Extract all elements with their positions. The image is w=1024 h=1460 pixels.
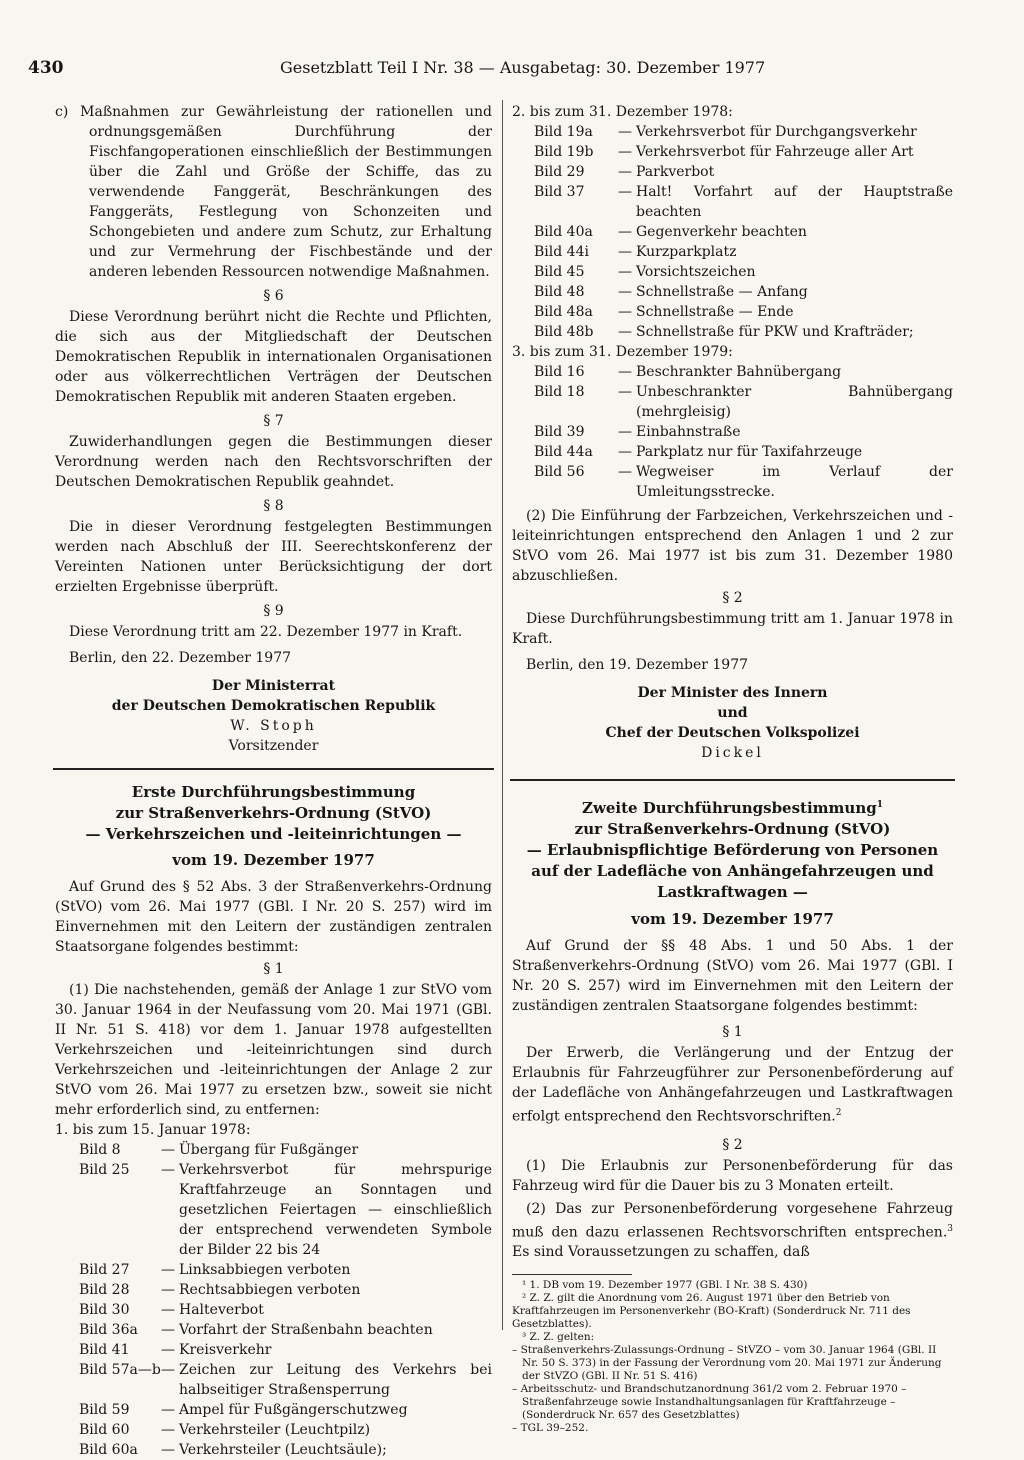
list-1-heading: 1. bis zum 15. Januar 1978: <box>55 1122 251 1138</box>
list-item <box>55 1320 492 1340</box>
sign-number: Bild 45 <box>534 264 585 280</box>
section-1-heading: § 1 <box>263 961 284 977</box>
dash: — <box>161 1402 175 1418</box>
sign-description: Parkplatz nur für Taxifahrzeuge <box>636 444 863 460</box>
sign-description: Ampel für Fußgängerschutzweg <box>179 1402 408 1418</box>
section-1-text <box>512 1043 953 1127</box>
sign-description: Kreisverkehr <box>179 1342 272 1358</box>
dash: — <box>161 1142 175 1158</box>
dash: — <box>618 444 632 460</box>
signature-line-3: Chef der Deutschen Volkspolizei <box>605 725 860 741</box>
dash: — <box>161 1262 175 1278</box>
footnote-2: ² Z. Z. gilt die Anordnung vom 26. August 1971 über den Betrieb von Kraftfahrzeugen im Personenverkehr (BO-Kraft) (Sonderdruck Nr. 711 des Gesetzblattes). <box>512 1292 911 1331</box>
signatory-name: W. Stoph <box>230 718 317 734</box>
place-date: Berlin, den 19. Dezember 1977 <box>526 657 749 673</box>
sign-description: Verkehrsteiler (Leuchtsäule); <box>179 1442 387 1458</box>
sign-number: Bild 44i <box>534 244 589 260</box>
dash: — <box>161 1442 175 1458</box>
list-item <box>512 282 953 302</box>
dash: — <box>161 1282 175 1298</box>
list-item <box>55 1400 492 1420</box>
list-item <box>512 422 953 442</box>
sign-description: Verkehrsverbot für Fahrzeuge aller Art <box>636 144 914 160</box>
right-column <box>512 102 953 1435</box>
sign-number: Bild 30 <box>79 1302 130 1318</box>
sign-description: Schnellstraße — Anfang <box>636 284 808 300</box>
regulation-date: vom 19. Dezember 1977 <box>172 851 375 869</box>
sign-list-1 <box>55 1140 492 1460</box>
list-item <box>512 182 953 222</box>
sign-number: Bild 29 <box>534 164 585 180</box>
section-9-heading: § 9 <box>263 603 284 619</box>
sign-description: Einbahnstraße <box>636 424 741 440</box>
sign-description: Unbeschrankter Bahnübergang (mehrgleisig) <box>636 384 953 420</box>
signatory-title: Vorsitzender <box>228 738 319 754</box>
sign-number: Bild 36a <box>79 1322 138 1338</box>
signature-line-1: Der Ministerrat <box>211 678 336 694</box>
list-item <box>512 382 953 422</box>
sign-description: Verkehrsverbot für Durchgangsverkehr <box>636 124 917 140</box>
dash: — <box>161 1162 175 1178</box>
section-8-heading: § 8 <box>263 498 284 514</box>
sign-number: Bild 16 <box>534 364 585 380</box>
sign-number: Bild 19a <box>534 124 593 140</box>
dash: — <box>618 424 632 440</box>
sign-description: Schnellstraße für PKW und Krafträder; <box>636 324 914 340</box>
section-2-heading: § 2 <box>722 590 743 606</box>
sign-number: Bild 57a—b <box>79 1362 161 1378</box>
section-9-text: Diese Verordnung tritt am 22. Dezember 1977 in Kraft. <box>69 624 463 640</box>
regulation-title-1 <box>512 795 953 819</box>
section-2-paragraph-1: (1) Die Erlaubnis zur Personenbeförderung für das Fahrzeug wird für die Dauer bis zu 3 Monaten erteilt. <box>512 1157 953 1194</box>
signature-line-2: der Deutschen Demokratischen Republik <box>111 698 436 714</box>
sign-description: Wegweiser im Verlauf der Umleitungsstrecke. <box>636 464 953 500</box>
list-item <box>55 1260 492 1280</box>
section-1-heading: § 1 <box>722 1024 743 1040</box>
list-item <box>55 1420 492 1440</box>
sign-list-2 <box>512 122 953 342</box>
dash: — <box>618 384 632 400</box>
footnote-3: ³ Z. Z. gelten: <box>522 1331 595 1344</box>
section-1-paragraph-1: (1) Die nachstehenden, gemäß der Anlage 1 zur StVO vom 30. Januar 1964 in der Neufassung vom 20. Mai 1971 (GBl. II Nr. 51 S. 418) vor dem 1. Januar 1978 aufgestellten Verkehrszeichen und -leiteinrichtungen sind durch Verkehrszeichen und -leiteinrichtungen der Anlage 2 zur StVO vom 26. Mai 1977 zu ersetzen bzw., soweit sie nicht mehr erforderlich sind, zu entfernen: <box>55 982 492 1118</box>
dash: — <box>618 184 632 200</box>
list-item <box>512 222 953 242</box>
sign-number: Bild 48 <box>534 284 585 300</box>
section-6-text: Diese Verordnung berührt nicht die Rechte und Pflichten, die sich aus der Mitgliedschaft der Deutschen Demokratischen Republik in internationalen Organisationen oder aus völkerrechtlichen Verträgen der Deutschen Demokratischen Republik mit anderen Staaten ergeben. <box>55 309 492 405</box>
dash: — <box>618 124 632 140</box>
footnote-3b: – Arbeitsschutz- und Brandschutzanordnung 361/2 vom 2. Februar 1970 – Straßenfahrzeuge sowie Instandhaltungsanlagen für Kraftfahrzeuge – (Sonderdruck Nr. 657 des Gesetzblattes) <box>512 1383 907 1422</box>
dash: — <box>618 284 632 300</box>
list-item <box>512 442 953 462</box>
section-2-heading: § 2 <box>722 1136 743 1153</box>
footnote-1: ¹ 1. DB vom 19. Dezember 1977 (GBl. I Nr. 38 S. 430) <box>522 1279 808 1292</box>
footnote-ref: 3 <box>947 1223 953 1234</box>
dash: — <box>161 1362 175 1378</box>
sign-list-3 <box>512 362 953 502</box>
dash: — <box>618 324 632 340</box>
section-rule <box>510 779 955 781</box>
sign-number: Bild 59 <box>79 1402 130 1418</box>
sign-number: Bild 44a <box>534 444 593 460</box>
dash: — <box>618 224 632 240</box>
sign-number: Bild 41 <box>79 1342 130 1358</box>
place-date: Berlin, den 22. Dezember 1977 <box>69 650 292 666</box>
sign-description: Parkverbot <box>636 164 715 180</box>
sign-number: Bild 40a <box>534 224 593 240</box>
sign-description: Rechtsabbiegen verboten <box>179 1282 361 1298</box>
signature-line-1: Der Minister des Innern <box>637 685 828 701</box>
regulation-subject: — Verkehrszeichen und -leiteinrichtungen — <box>85 825 462 843</box>
sign-description: Linksabbiegen verboten <box>179 1262 351 1278</box>
list-item <box>55 1340 492 1360</box>
sign-description: Zeichen zur Leitung des Verkehrs bei halbseitiger Straßensperrung <box>179 1362 492 1398</box>
list-item <box>512 322 953 342</box>
sign-description: Vorfahrt der Straßenbahn beachten <box>179 1322 433 1338</box>
section-rule <box>53 768 494 770</box>
sign-description: Gegenverkehr beachten <box>636 224 807 240</box>
sign-description: Halteverbot <box>179 1302 264 1318</box>
regulation-intro: Auf Grund des § 52 Abs. 3 der Straßenverkehrs-Ordnung (StVO) vom 26. Mai 1977 (GBl. I Nr. 20 S. 257) wird im Einvernehmen mit den Leitern der zuständigen zentralen Staatsorgane folgendes bestimmt: <box>55 879 492 955</box>
list-item <box>512 362 953 382</box>
section-2-text: Diese Durchführungsbestimmung tritt am 1. Januar 1978 in Kraft. <box>512 611 953 647</box>
sign-number: Bild 60 <box>79 1422 130 1438</box>
signature-line-2: und <box>717 705 748 721</box>
dash: — <box>161 1342 175 1358</box>
sign-number: Bild 19b <box>534 144 594 160</box>
section-6-heading: § 6 <box>263 288 284 304</box>
regulation-heading <box>55 782 492 871</box>
section-7-heading: § 7 <box>263 413 284 429</box>
list-item <box>512 142 953 162</box>
dash: — <box>618 304 632 320</box>
item-c: c) Maßnahmen zur Gewährleistung der rationellen und ordnungsgemäßen Durchführung der Fischfangoperationen einschließlich der Bestimmungen über die Zahl und Größe der Schiffe, das zu verwendende Fanggerät, Beschränkungen des Fanggeräts, Festlegung von Schonzeiten und Schongebieten und andere zum Schutz, zur Erhaltung und zur Vermehrung der Fischbestände und der anderen lebenden Ressourcen notwendige Maßnahmen. <box>55 104 492 280</box>
sign-description: Verkehrsteiler (Leuchtpilz) <box>179 1422 371 1438</box>
list-item <box>55 1300 492 1320</box>
signature-block <box>55 676 492 756</box>
dash: — <box>618 264 632 280</box>
column-divider <box>502 100 503 1330</box>
regulation-title-2: zur Straßenverkehrs-Ordnung (StVO) <box>574 820 891 838</box>
regulation-heading <box>512 795 953 930</box>
list-item <box>512 262 953 282</box>
sign-number: Bild 18 <box>534 384 585 400</box>
regulation-date: vom 19. Dezember 1977 <box>631 910 834 928</box>
sign-number: Bild 56 <box>534 464 585 480</box>
paragraph-2-end: Es sind Voraussetzungen zu schaffen, daß <box>512 1244 810 1261</box>
paragraph-2-body: (2) Das zur Personenbeförderung vorgesehene Fahrzeug muß den dazu erlassenen Rechtsvorschriften entsprechen. <box>512 1200 953 1241</box>
signature-block <box>512 683 953 763</box>
sign-description: Kurzparkplatz <box>636 244 737 260</box>
sign-number: Bild 48a <box>534 304 593 320</box>
signatory-name: Dickel <box>701 745 764 761</box>
list-item <box>55 1160 492 1260</box>
running-title: Gesetzblatt Teil I Nr. 38 — Ausgabetag: 30. Dezember 1977 <box>280 58 766 77</box>
page-header <box>28 58 766 86</box>
section-1-body: Der Erwerb, die Verlängerung und der Entzug der Erlaubnis für Fahrzeugführer zur Personenbeförderung auf der Ladefläche von Anhängefahrzeugen und Lastkraftwagen erfolgt entsprechend den Rechtsvorschriften. <box>512 1045 953 1125</box>
sign-description: Beschrankter Bahnübergang <box>636 364 842 380</box>
list-2-heading: 2. bis zum 31. Dezember 1978: <box>512 104 733 120</box>
sign-description: Übergang für Fußgänger <box>179 1142 359 1158</box>
section-7-text: Zuwiderhandlungen gegen die Bestimmungen dieser Verordnung werden nach den Rechtsvorschriften der Deutschen Demokratischen Republik geahndet. <box>55 434 492 490</box>
dash: — <box>618 364 632 380</box>
sign-number: Bild 48b <box>534 324 594 340</box>
footnotes <box>512 1279 953 1435</box>
list-item <box>55 1360 492 1400</box>
section-1-paragraph-2: (2) Die Einführung der Farbzeichen, Verkehrszeichen und -leiteinrichtungen entsprechend den Anlagen 1 und 2 zur StVO vom 26. Mai 1977 ist bis zum 31. Dezember 1980 abzuschließen. <box>512 508 953 584</box>
sign-description: Schnellstraße — Ende <box>636 304 794 320</box>
sign-number: Bild 60a <box>79 1442 138 1458</box>
list-item <box>55 1440 492 1460</box>
sign-number: Bild 28 <box>79 1282 130 1298</box>
dash: — <box>618 464 632 480</box>
footnote-ref: 2 <box>835 1108 842 1118</box>
list-item <box>55 1280 492 1300</box>
footnote-ref: 1 <box>876 800 883 810</box>
list-item <box>512 462 953 502</box>
sign-number: Bild 8 <box>79 1142 121 1158</box>
sign-number: Bild 39 <box>534 424 585 440</box>
list-3-heading: 3. bis zum 31. Dezember 1979: <box>512 344 733 360</box>
sign-description: Vorsichtszeichen <box>636 264 756 280</box>
dash: — <box>161 1422 175 1438</box>
sign-description: Verkehrsverbot für mehrspurige Kraftfahrzeuge an Sonntagen und gesetzlichen Feiertagen — einschließlich der entsprechend verwendeten Symbole der Bilder 22 bis 24 <box>179 1162 492 1258</box>
sign-number: Bild 37 <box>534 184 585 200</box>
list-item <box>512 302 953 322</box>
dash: — <box>618 244 632 260</box>
sign-number: Bild 27 <box>79 1262 130 1278</box>
regulation-title-text: Zweite Durchführungsbestimmung <box>582 799 877 817</box>
footnote-rule <box>512 1274 632 1275</box>
regulation-subject: — Erlaubnispflichtige Beförderung von Personen auf der Ladefläche von Anhängefahrzeugen und Lastkraftwagen — <box>526 841 939 901</box>
list-item <box>55 1140 492 1160</box>
dash: — <box>161 1302 175 1318</box>
list-item <box>512 162 953 182</box>
section-8-text: Die in dieser Verordnung festgelegten Bestimmungen werden nach Abschluß der III. Seerechtskonferenz der Vereinten Nationen unter Berücksichtigung der dort erzielten Ergebnisse überprüft. <box>55 519 492 595</box>
page-number: 430 <box>28 58 64 78</box>
regulation-title-2: zur Straßenverkehrs-Ordnung (StVO) <box>115 804 432 822</box>
dash: — <box>618 144 632 160</box>
list-item <box>512 242 953 262</box>
footnote-3c: – TGL 39–252. <box>512 1422 589 1435</box>
regulation-title-1: Erste Durchführungsbestimmung <box>131 783 416 801</box>
sign-description: Halt! Vorfahrt auf der Hauptstraße beachten <box>636 184 953 220</box>
dash: — <box>161 1322 175 1338</box>
section-2-paragraph-2 <box>512 1199 953 1263</box>
sign-number: Bild 25 <box>79 1162 130 1178</box>
dash: — <box>618 164 632 180</box>
list-item <box>512 122 953 142</box>
footnote-3a: – Straßenverkehrs-Zulassungs-Ordnung – StVZO – vom 30. Januar 1964 (GBl. II Nr. 50 S. 373) in der Fassung der Verordnung vom 20. Mai 1971 zur Änderung der StVZO (GBl. II Nr. 51 S. 416) <box>512 1344 942 1383</box>
left-column <box>55 102 492 1460</box>
regulation-intro: Auf Grund der §§ 48 Abs. 1 und 50 Abs. 1 der Straßenverkehrs-Ordnung (StVO) vom 26. Mai 1977 (GBl. I Nr. 20 S. 257) wird im Einvernehmen mit den Leitern der zuständigen zentralen Staatsorgane folgendes bestimmt: <box>512 938 953 1014</box>
